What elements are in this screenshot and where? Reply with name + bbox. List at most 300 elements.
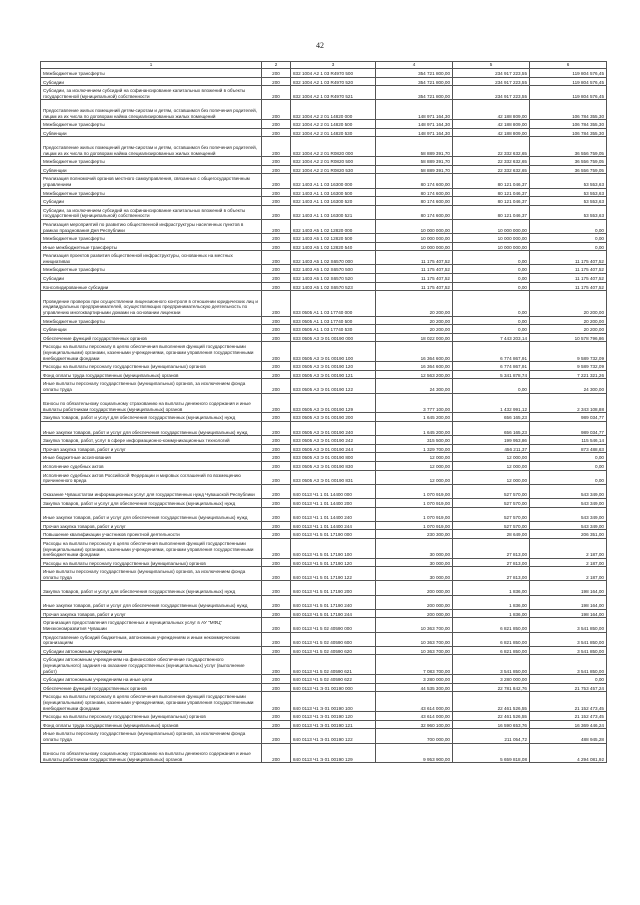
row-code: 200 [262, 137, 291, 157]
row-name: Оказание Чувашстатом информационных услуг для государственных нужд Чувашской Республики [41, 484, 262, 498]
row-executed: 10 000 000,00 [453, 234, 530, 243]
row-kbk: 833 0505 А3 Э 01 00190 242 [291, 436, 376, 445]
row-kbk: 833 0505 А3 Э 01 00190 240 [291, 421, 376, 435]
row-unexecuted: 2 187,00 [530, 538, 607, 558]
row-unexecuted: 2 343 108,88 [530, 393, 607, 413]
row-name: Закупка товаров, работ и услуг для обеспечения государственных (муниципальных) нужд [41, 498, 262, 507]
row-unexecuted: 11 175 407,52 [530, 282, 607, 291]
row-unexecuted: 9 589 732,09 [530, 342, 607, 362]
row-name: Субсидии, за исключением субсидий на софинансирование капитальных вложений в объекты государственной (муниципальной) собственности [41, 86, 262, 100]
row-approved: 7 083 700,00 [376, 655, 453, 675]
row-kbk: 840 0113 Ч1 1 01 14400 200 [291, 498, 376, 507]
row-name: Реализация полномочий органов местного самоуправления, связанных с общегосударственным управлением [41, 174, 262, 188]
row-unexecuted: 11 175 407,52 [530, 274, 607, 283]
row-name: Межбюджетные трансферты [41, 234, 262, 243]
row-unexecuted: 9 589 732,09 [530, 362, 607, 371]
row-unexecuted: 106 784 355,30 [530, 128, 607, 137]
row-unexecuted: 20 200,00 [530, 316, 607, 325]
column-header-6: 6 [530, 62, 607, 69]
column-header-1: 1 [41, 62, 262, 69]
row-code: 200 [262, 219, 291, 233]
row-kbk: 832 1403 А1 1 03 16300 500 [291, 188, 376, 197]
row-unexecuted: 198 164,00 [530, 595, 607, 609]
row-approved: 11 175 407,52 [376, 282, 453, 291]
row-kbk: 832 1403 А5 1 02 12820 000 [291, 219, 376, 233]
table-row [41, 69, 607, 78]
row-approved: 3 777 100,00 [376, 393, 453, 413]
row-kbk: 840 0113 Ч1 Э 01 00190 000 [291, 683, 376, 692]
row-approved: 10 363 700,00 [376, 618, 453, 632]
row-kbk: 833 0505 А3 Э 01 00190 121 [291, 370, 376, 379]
row-code: 200 [262, 128, 291, 137]
row-code: 200 [262, 316, 291, 325]
table-row [41, 379, 607, 393]
row-name: Субсидии [41, 197, 262, 206]
row-name: Межбюджетные трансферты [41, 265, 262, 274]
row-approved: 80 174 600,00 [376, 188, 453, 197]
table-row [41, 137, 607, 157]
table-row [41, 729, 607, 743]
row-code: 200 [262, 498, 291, 507]
table-row [41, 530, 607, 539]
row-unexecuted: 53 553,63 [530, 188, 607, 197]
row-executed: 199 953,86 [453, 436, 530, 445]
table-row [41, 461, 607, 470]
row-name: Реализация проектов развития общественной инфраструктуры, основанных на местных инициативах [41, 251, 262, 265]
table-row [41, 646, 607, 655]
row-kbk: 840 0113 Ч1 1 01 14400 244 [291, 521, 376, 530]
row-name: Консолидированные субсидии [41, 282, 262, 291]
row-unexecuted: 36 556 759,05 [530, 137, 607, 157]
row-unexecuted: 36 556 759,05 [530, 157, 607, 166]
row-unexecuted: 3 541 850,00 [530, 655, 607, 675]
row-unexecuted: 119 804 576,45 [530, 69, 607, 78]
row-code: 200 [262, 251, 291, 265]
row-name: Субсидии автономным учреждениям [41, 646, 262, 655]
row-approved: 43 614 000,00 [376, 712, 453, 721]
table-row [41, 507, 607, 521]
row-executed: 3 541 850,00 [453, 655, 530, 675]
row-name: Субвенции [41, 128, 262, 137]
row-code: 200 [262, 274, 291, 283]
row-kbk: 833 0505 А3 Э 01 00190 000 [291, 333, 376, 342]
row-kbk: 833 0505 А3 Э 01 00190 120 [291, 362, 376, 371]
row-approved: 200 000,00 [376, 595, 453, 609]
row-executed: 0,00 [453, 265, 530, 274]
row-kbk: 840 0113 Ч1 1 01 14400 240 [291, 507, 376, 521]
row-kbk: 840 0113 Ч1 5 01 17190 200 [291, 581, 376, 595]
row-code: 200 [262, 120, 291, 129]
row-approved: 80 174 600,00 [376, 197, 453, 206]
row-code: 200 [262, 484, 291, 498]
row-executed: 527 570,00 [453, 498, 530, 507]
row-approved: 12 000,00 [376, 470, 453, 484]
row-name: Закупка товаров, работ и услуг для обеспечения государственных (муниципальных) нужд [41, 413, 262, 422]
row-approved: 32 960 100,00 [376, 720, 453, 729]
row-approved: 9 953 900,00 [376, 743, 453, 763]
row-unexecuted: 24 300,00 [530, 379, 607, 393]
row-executed: 1 432 991,12 [453, 393, 530, 413]
row-executed: 1 836,00 [453, 595, 530, 609]
row-kbk: 832 1004 А2 2 01 R0820 000 [291, 137, 376, 157]
table-row [41, 393, 607, 413]
row-code: 200 [262, 581, 291, 595]
row-name: Фонд оплаты труда государственных (муниципальных) органов [41, 370, 262, 379]
row-executed: 12 000,00 [453, 453, 530, 462]
row-code: 200 [262, 421, 291, 435]
row-approved: 354 721 800,00 [376, 77, 453, 86]
row-name: Прочая закупка товаров, работ и услуг [41, 444, 262, 453]
row-unexecuted: 3 541 850,00 [530, 632, 607, 646]
row-approved: 12 563 200,00 [376, 370, 453, 379]
row-executed: 6 821 850,00 [453, 632, 530, 646]
table-row [41, 251, 607, 265]
row-executed: 0,00 [453, 316, 530, 325]
table-row [41, 655, 607, 675]
row-executed: 12 000,00 [453, 461, 530, 470]
row-executed: 22 332 632,65 [453, 165, 530, 174]
row-code: 200 [262, 453, 291, 462]
row-unexecuted: 3 541 850,00 [530, 646, 607, 655]
row-name: Межбюджетные трансферты [41, 69, 262, 78]
row-code: 200 [262, 436, 291, 445]
row-unexecuted: 543 349,00 [530, 484, 607, 498]
table-body [41, 69, 607, 763]
row-unexecuted: 21 753 457,24 [530, 683, 607, 692]
row-unexecuted: 873 488,63 [530, 444, 607, 453]
row-executed: 1 836,00 [453, 581, 530, 595]
row-kbk: 833 0505 А1 1 03 17740 000 [291, 291, 376, 316]
table-row [41, 538, 607, 558]
row-code: 200 [262, 538, 291, 558]
table-row [41, 342, 607, 362]
row-kbk: 832 1004 А2 1 03 R4970 500 [291, 69, 376, 78]
row-code: 200 [262, 720, 291, 729]
row-approved: 1 329 700,00 [376, 444, 453, 453]
row-name: Иные межбюджетные трансферты [41, 242, 262, 251]
row-kbk: 840 0113 Ч1 5 01 17190 240 [291, 595, 376, 609]
page-number: 42 [316, 41, 324, 50]
row-unexecuted: 11 175 407,52 [530, 251, 607, 265]
row-kbk: 840 0113 Ч1 5 02 40590 600 [291, 632, 376, 646]
row-executed: 27 813,00 [453, 558, 530, 567]
row-name: Обеспечение функций государственных органов [41, 333, 262, 342]
row-approved: 1 070 919,00 [376, 484, 453, 498]
row-approved: 230 300,00 [376, 530, 453, 539]
row-approved: 12 000,00 [376, 461, 453, 470]
row-kbk: 840 0113 Ч1 5 01 17190 120 [291, 558, 376, 567]
table-row [41, 421, 607, 435]
row-executed: 7 443 203,14 [453, 333, 530, 342]
row-name: Иные выплаты персоналу государственных (муниципальных) органов, за исключением фонда оплаты труда [41, 729, 262, 743]
row-approved: 11 175 407,52 [376, 265, 453, 274]
row-executed: 22 332 632,65 [453, 157, 530, 166]
row-approved: 43 614 000,00 [376, 692, 453, 712]
row-executed: 0,00 [453, 251, 530, 265]
table-row [41, 436, 607, 445]
row-unexecuted: 53 553,63 [530, 197, 607, 206]
row-unexecuted: 3 541 850,00 [530, 618, 607, 632]
row-name: Иные закупки товаров, работ и услуг для обеспечения государственных (муниципальных) нужд [41, 421, 262, 435]
row-kbk: 833 0505 А3 Э 01 00190 831 [291, 470, 376, 484]
row-unexecuted: 0,00 [530, 453, 607, 462]
row-name: Межбюджетные трансферты [41, 120, 262, 129]
row-unexecuted: 543 349,00 [530, 498, 607, 507]
row-executed: 16 590 653,76 [453, 720, 530, 729]
row-approved: 700 000,00 [376, 729, 453, 743]
row-kbk: 833 0505 А3 Э 01 00190 244 [291, 444, 376, 453]
row-executed: 22 781 842,76 [453, 683, 530, 692]
row-unexecuted: 2 187,00 [530, 558, 607, 567]
table-row [41, 128, 607, 137]
row-approved: 16 364 600,00 [376, 342, 453, 362]
table-row [41, 370, 607, 379]
row-executed: 42 188 809,00 [453, 128, 530, 137]
row-kbk: 832 1403 А1 1 03 16300 520 [291, 197, 376, 206]
row-approved: 20 200,00 [376, 325, 453, 334]
row-executed: 527 570,00 [453, 484, 530, 498]
row-name: Предоставление жилых помещений детям-сиротам и детям, оставшимся без попечения родителей, лицам из их числа по договорам найма специализированных жилых помещений [41, 100, 262, 120]
row-approved: 11 175 407,52 [376, 274, 453, 283]
row-executed: 0,00 [453, 325, 530, 334]
row-approved: 1 645 200,00 [376, 413, 453, 422]
row-name: Расходы на выплаты персоналу в целях обеспечения выполнения функций государственными (муниципальными) органами, казенными учреждениями, органами управления государственными внебюджетными фондами [41, 538, 262, 558]
row-code: 200 [262, 77, 291, 86]
row-executed: 0,00 [453, 282, 530, 291]
row-name: Расходы на выплаты персоналу в целях обеспечения выполнения функций государственными (муниципальными) органами, казенными учреждениями, органами управления государственными внебюджетными фондами [41, 342, 262, 362]
row-unexecuted: 0,00 [530, 234, 607, 243]
row-kbk: 833 0505 А3 Э 01 00190 122 [291, 379, 376, 393]
row-unexecuted: 0,00 [530, 461, 607, 470]
row-kbk: 832 1403 А1 1 03 16300 000 [291, 174, 376, 188]
row-unexecuted: 10 578 796,86 [530, 333, 607, 342]
table-row [41, 632, 607, 646]
row-executed: 6 774 867,91 [453, 342, 530, 362]
table-row [41, 316, 607, 325]
row-kbk: 832 1004 А2 2 01 14820 500 [291, 120, 376, 129]
column-header-3: 3 [291, 62, 376, 69]
table-row [41, 100, 607, 120]
table-row [41, 444, 607, 453]
row-unexecuted: 36 556 759,05 [530, 165, 607, 174]
row-name: Проведение проверок при осуществлении лицензионного контроля в отношении юридических лиц и индивидуальных предпринимателей, осуществляющих предпринимательскую деятельность по управлению многоквартирными домами на основании лицензии [41, 291, 262, 316]
row-kbk: 840 0113 Ч1 Э 01 00190 121 [291, 720, 376, 729]
row-code: 200 [262, 325, 291, 334]
row-approved: 44 535 300,00 [376, 683, 453, 692]
row-name: Повышение квалификации участников проектной деятельности [41, 530, 262, 539]
row-approved: 80 174 600,00 [376, 205, 453, 219]
row-code: 200 [262, 234, 291, 243]
row-kbk: 832 1004 А2 2 01 R0820 530 [291, 165, 376, 174]
row-executed: 656 165,23 [453, 413, 530, 422]
row-name: Субсидии [41, 274, 262, 283]
row-code: 200 [262, 470, 291, 484]
row-approved: 20 200,00 [376, 291, 453, 316]
row-unexecuted: 16 369 446,24 [530, 720, 607, 729]
row-executed: 42 188 809,00 [453, 120, 530, 129]
row-approved: 148 971 164,30 [376, 128, 453, 137]
row-code: 200 [262, 609, 291, 618]
row-kbk: 832 1004 А2 1 03 R4970 521 [291, 86, 376, 100]
row-approved: 24 300,00 [376, 379, 453, 393]
row-executed: 6 821 850,00 [453, 618, 530, 632]
row-kbk: 832 1403 А1 1 03 16300 521 [291, 205, 376, 219]
row-name: Межбюджетные трансферты [41, 316, 262, 325]
row-executed: 6 821 850,00 [453, 646, 530, 655]
table-row [41, 692, 607, 712]
column-numbers-row [41, 62, 607, 69]
row-name: Субвенции [41, 325, 262, 334]
table-row [41, 743, 607, 763]
table-row [41, 618, 607, 632]
row-name: Исполнение судебных актов [41, 461, 262, 470]
row-approved: 354 721 800,00 [376, 69, 453, 78]
column-header-2: 2 [262, 62, 291, 69]
row-kbk: 833 0505 А3 Э 01 00190 100 [291, 342, 376, 362]
row-kbk: 840 0113 Ч1 1 01 14400 000 [291, 484, 376, 498]
row-approved: 30 000,00 [376, 558, 453, 567]
row-executed: 10 000 000,00 [453, 242, 530, 251]
row-approved: 1 645 200,00 [376, 421, 453, 435]
row-executed: 0,00 [453, 379, 530, 393]
row-kbk: 840 0113 Ч1 5 01 17190 100 [291, 538, 376, 558]
table-row [41, 470, 607, 484]
row-unexecuted: 20 200,00 [530, 325, 607, 334]
row-code: 200 [262, 370, 291, 379]
table-row [41, 609, 607, 618]
row-executed: 5 341 878,74 [453, 370, 530, 379]
row-name: Фонд оплаты труда государственных (муниципальных) органов [41, 720, 262, 729]
row-kbk: 840 0113 Ч1 5 01 17190 122 [291, 567, 376, 581]
row-executed: 3 280 000,00 [453, 675, 530, 684]
row-name: Прочая закупка товаров, работ и услуг [41, 521, 262, 530]
table-row [41, 188, 607, 197]
row-approved: 148 971 164,30 [376, 100, 453, 120]
row-code: 200 [262, 712, 291, 721]
column-header-5: 5 [453, 62, 530, 69]
row-approved: 16 364 600,00 [376, 362, 453, 371]
row-approved: 1 070 919,00 [376, 498, 453, 507]
row-name: Закупка товаров, работ и услуг для обеспечения государственных (муниципальных) нужд [41, 581, 262, 595]
row-kbk: 832 1403 А5 1 02 S6570 000 [291, 251, 376, 265]
table-row [41, 453, 607, 462]
row-code: 200 [262, 282, 291, 291]
row-approved: 148 971 164,30 [376, 120, 453, 129]
row-approved: 315 500,00 [376, 436, 453, 445]
row-approved: 10 000 000,00 [376, 242, 453, 251]
table-row [41, 362, 607, 371]
row-executed: 22 461 526,55 [453, 692, 530, 712]
row-executed: 0,00 [453, 291, 530, 316]
row-kbk: 840 0113 Ч1 Э 01 00190 129 [291, 743, 376, 763]
row-code: 200 [262, 342, 291, 362]
table-row [41, 86, 607, 100]
row-executed: 211 054,72 [453, 729, 530, 743]
row-approved: 10 363 700,00 [376, 646, 453, 655]
row-executed: 6 774 867,91 [453, 362, 530, 371]
column-header-4: 4 [376, 62, 453, 69]
row-approved: 58 889 391,70 [376, 137, 453, 157]
row-name: Иные закупки товаров, работ и услуг для обеспечения государственных (муниципальных) нужд [41, 507, 262, 521]
row-kbk: 840 0113 Ч1 5 02 40590 000 [291, 618, 376, 632]
row-approved: 30 000,00 [376, 567, 453, 581]
row-approved: 20 200,00 [376, 316, 453, 325]
table-row [41, 333, 607, 342]
row-unexecuted: 106 784 355,30 [530, 120, 607, 129]
row-approved: 10 000 000,00 [376, 219, 453, 233]
row-code: 200 [262, 729, 291, 743]
row-code: 200 [262, 567, 291, 581]
row-code: 200 [262, 632, 291, 646]
row-kbk: 833 0505 А3 Э 01 00190 800 [291, 453, 376, 462]
row-code: 200 [262, 521, 291, 530]
row-unexecuted: 488 945,28 [530, 729, 607, 743]
row-name: Организация предоставления государственных и муниципальных услуг в АУ "МФЦ" Минэкономразвития Чувашии [41, 618, 262, 632]
row-unexecuted: 198 164,00 [530, 581, 607, 595]
table-row [41, 558, 607, 567]
row-approved: 200 000,00 [376, 581, 453, 595]
table-row [41, 521, 607, 530]
row-code: 200 [262, 655, 291, 675]
table-row [41, 197, 607, 206]
row-code: 200 [262, 69, 291, 78]
table-row [41, 274, 607, 283]
row-unexecuted: 21 152 473,45 [530, 712, 607, 721]
row-name: Обеспечение функций государственных органов [41, 683, 262, 692]
row-approved: 58 889 391,70 [376, 165, 453, 174]
row-code: 200 [262, 461, 291, 470]
row-kbk: 833 0505 А3 Э 01 00190 830 [291, 461, 376, 470]
row-code: 200 [262, 530, 291, 539]
row-approved: 10 000 000,00 [376, 234, 453, 243]
table-row [41, 282, 607, 291]
row-approved: 18 022 000,00 [376, 333, 453, 342]
row-approved: 11 175 407,52 [376, 251, 453, 265]
row-executed: 80 121 046,37 [453, 197, 530, 206]
row-unexecuted: 0,00 [530, 219, 607, 233]
row-code: 200 [262, 205, 291, 219]
row-unexecuted: 119 804 576,45 [530, 86, 607, 100]
row-kbk: 833 0505 А3 Э 01 00190 200 [291, 413, 376, 422]
row-kbk: 840 0113 Ч1 Э 01 00190 122 [291, 729, 376, 743]
row-approved: 80 174 600,00 [376, 174, 453, 188]
row-unexecuted: 989 034,77 [530, 413, 607, 422]
row-code: 200 [262, 595, 291, 609]
row-approved: 200 000,00 [376, 609, 453, 618]
row-name: Взносы по обязательному социальному страхованию на выплаты денежного содержания и иные выплаты работникам государственных (муниципальных) органов [41, 743, 262, 763]
row-kbk: 833 0505 А1 1 03 17740 500 [291, 316, 376, 325]
row-name: Иные закупки товаров, работ и услуг для обеспечения государственных (муниципальных) нужд [41, 595, 262, 609]
row-code: 200 [262, 86, 291, 100]
table-row [41, 205, 607, 219]
table-row [41, 581, 607, 595]
row-name: Прочая закупка товаров, работ и услуг [41, 609, 262, 618]
row-approved: 3 280 000,00 [376, 675, 453, 684]
row-executed: 234 917 223,55 [453, 77, 530, 86]
row-code: 200 [262, 188, 291, 197]
row-name: Субсидии [41, 77, 262, 86]
row-approved: 30 000,00 [376, 538, 453, 558]
row-code: 200 [262, 413, 291, 422]
row-code: 200 [262, 265, 291, 274]
row-kbk: 833 0505 А3 Э 01 00190 129 [291, 393, 376, 413]
row-unexecuted: 989 034,77 [530, 421, 607, 435]
row-unexecuted: 20 200,00 [530, 291, 607, 316]
row-executed: 12 000,00 [453, 470, 530, 484]
table-row [41, 683, 607, 692]
row-name: Реализация мероприятий по развитию общественной инфраструктуры населенных пунктов в рамках празднования Дня Республики [41, 219, 262, 233]
row-approved: 12 000,00 [376, 453, 453, 462]
